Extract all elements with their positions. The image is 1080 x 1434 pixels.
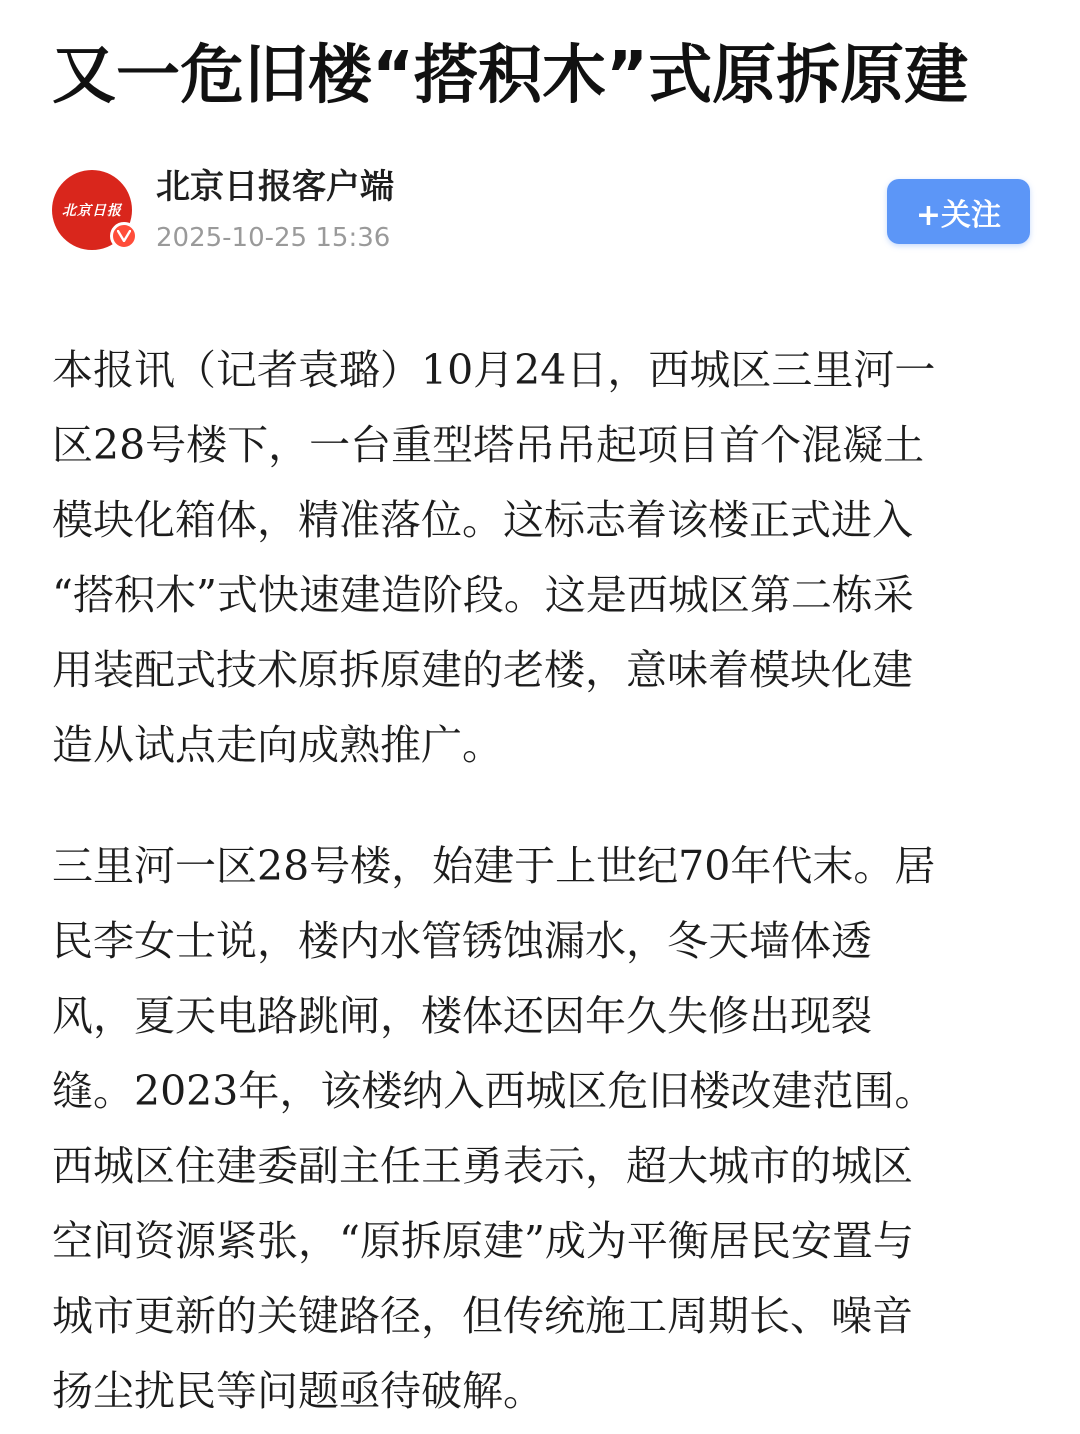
paragraph-line: 区28号楼下，一台重型塔吊吊起项目首个混凝土 [52, 421, 925, 469]
paragraph-line: 空间资源紧张，“原拆原建”成为平衡居民安置与 [52, 1217, 914, 1265]
paragraph-line: 本报讯（记者袁璐）10月24日，西城区三里河一 [52, 346, 936, 394]
paragraph-line: 缝。2023年，该楼纳入西城区危旧楼改建范围。 [52, 1067, 936, 1115]
paragraph-line: 用装配式技术原拆原建的老楼，意味着模块化建 [52, 646, 913, 694]
publish-timestamp: 2025-10-25 15:36 [156, 223, 391, 253]
paragraph-line: 模块化箱体，精准落位。这标志着该楼正式进入 [52, 496, 913, 544]
follow-button[interactable]: +关注 [887, 179, 1030, 244]
paragraph-line: 风，夏天电路跳闸，楼体还因年久失修出现裂 [52, 992, 872, 1040]
article-paragraph [52, 829, 1027, 1429]
paragraph-line: 造从试点走向成熟推广。 [52, 721, 503, 769]
paragraph-line: 三里河一区28号楼，始建于上世纪70年代末。居 [52, 842, 936, 890]
paragraph-line: 城市更新的关键路径，但传统施工周期长、噪音 [52, 1292, 913, 1340]
article-paragraph [52, 333, 1027, 783]
paragraph-line: “搭积木”式快速建造阶段。这是西城区第二栋采 [52, 571, 914, 619]
verified-icon [110, 222, 138, 250]
author-bar [52, 160, 1032, 270]
avatar[interactable] [52, 170, 132, 250]
beijing-daily-logo: 北京日报 [62, 203, 122, 219]
source-name[interactable]: 北京日报客户端 [156, 167, 394, 207]
paragraph-line: 扬尘扰民等问题亟待破解。 [52, 1367, 544, 1415]
article-body [52, 333, 1027, 1429]
article-title: 又一危旧楼“搭积木”式原拆原建 [52, 39, 969, 113]
paragraph-line: 民李女士说，楼内水管锈蚀漏水，冬天墙体透 [52, 917, 872, 965]
paragraph-line: 西城区住建委副主任王勇表示，超大城市的城区 [52, 1142, 913, 1190]
verified-v-icon [117, 230, 131, 242]
